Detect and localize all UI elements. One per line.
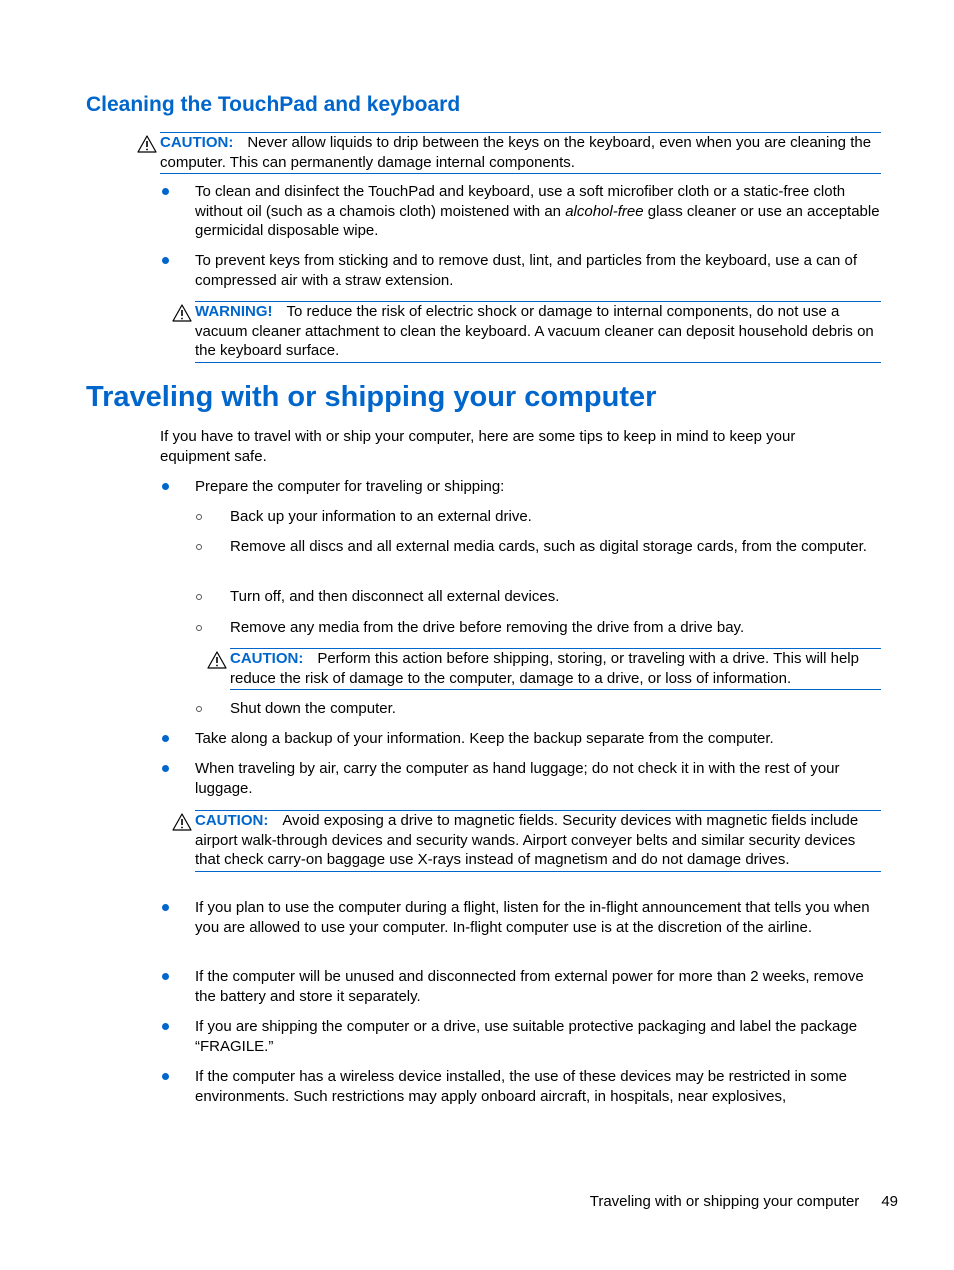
list-item: To prevent keys from sticking and to remove dust, lint, and particles from the keyboard, use a can of compressed air with a straw extension.: [195, 252, 857, 289]
caution-text: Avoid exposing a drive to magnetic fields. Security devices with magnetic fields include airport walk-through devices and security wands. Airport conveyer belts and similar security devices that check carry-on baggage use X-rays instead of magnetism and do not damage drives.: [195, 812, 859, 868]
bullet-icon: [162, 765, 169, 772]
bullet-icon: [162, 483, 169, 490]
bullet-icon: [162, 904, 169, 911]
warning-triangle-icon: [137, 135, 157, 153]
caution-notice: [160, 132, 881, 174]
page-footer: [560, 1192, 898, 1211]
sub-list-item: Back up your information to an external drive.: [230, 508, 532, 525]
warning-triangle-icon: [172, 813, 192, 831]
footer-title: Traveling with or shipping your computer: [589, 1193, 860, 1210]
caution-notice: [195, 810, 881, 872]
list-item: Take along a backup of your information. Keep the backup separate from the computer.: [195, 730, 774, 747]
sub-list-item: Turn off, and then disconnect all external devices.: [230, 588, 560, 605]
list-item: If you plan to use the computer during a flight, listen for the in-flight announcement that tells you when you are allowed to use your computer. In-flight computer use is at the discretion of the airline.: [195, 899, 870, 936]
sub-list-item: Remove any media from the drive before removing the drive from a drive bay.: [230, 619, 745, 636]
sub-bullet-icon: [196, 706, 202, 712]
warning-triangle-icon: [172, 304, 192, 322]
caution-label: CAUTION:: [230, 650, 304, 667]
bullet-icon: [162, 257, 169, 264]
caution-notice: [230, 648, 881, 690]
bullet-icon: [162, 973, 169, 980]
caution-text: Perform this action before shipping, storing, or traveling with a drive. This will help reduce the risk of damage to the computer, damage to a drive, or loss of information.: [230, 650, 859, 687]
list-item: If the computer will be unused and disconnected from external power for more than 2 weeks, remove the battery and store it separately.: [195, 968, 864, 1005]
chapter-heading: Traveling with or shipping your computer: [86, 381, 657, 413]
sub-bullet-icon: [196, 544, 202, 550]
warning-label: WARNING!: [195, 303, 273, 320]
section-heading: Cleaning the TouchPad and keyboard: [86, 93, 461, 116]
list-item: To clean and disinfect the TouchPad and keyboard, use a soft microfiber cloth or a static-free cloth without oil (such as a chamois cloth) moistened with an alcohol-free glass cleaner or use an acceptable germicidal disposable wipe.: [195, 183, 880, 239]
caution-label: CAUTION:: [160, 134, 234, 151]
bullet-icon: [162, 1023, 169, 1030]
page-number: 49: [881, 1193, 898, 1210]
caution-label: CAUTION:: [195, 812, 269, 829]
caution-text: Never allow liquids to drip between the keys on the keyboard, even when you are cleaning the computer. This can permanently damage internal components.: [160, 134, 872, 171]
list-item: When traveling by air, carry the computer as hand luggage; do not check it in with the rest of your luggage.: [195, 760, 840, 797]
warning-text: To reduce the risk of electric shock or damage to internal components, do not use a vacuum cleaner attachment to clean the keyboard. A vacuum cleaner can deposit household debris on the keyboard surface.: [195, 303, 874, 359]
sub-list-item: Shut down the computer.: [230, 700, 396, 717]
bullet-icon: [162, 1073, 169, 1080]
sub-bullet-icon: [196, 594, 202, 600]
bullet-icon: [162, 188, 169, 195]
sub-bullet-icon: [196, 625, 202, 631]
list-item: Prepare the computer for traveling or shipping:: [195, 478, 505, 495]
warning-triangle-icon: [207, 651, 227, 669]
list-item: If the computer has a wireless device installed, the use of these devices may be restricted in some environments. Such restrictions may apply onboard aircraft, in hospitals, near explosives,: [195, 1068, 847, 1105]
sub-bullet-icon: [196, 514, 202, 520]
warning-notice: [195, 301, 881, 363]
intro-paragraph: If you have to travel with or ship your computer, here are some tips to keep in mind to keep your equipment safe.: [160, 428, 796, 465]
sub-list-item: Remove all discs and all external media cards, such as digital storage cards, from the computer.: [230, 538, 867, 555]
list-item: If you are shipping the computer or a drive, use suitable protective packaging and label the package “FRAGILE.”: [195, 1018, 858, 1055]
emphasis-text: alcohol-free: [565, 202, 644, 220]
bullet-icon: [162, 735, 169, 742]
